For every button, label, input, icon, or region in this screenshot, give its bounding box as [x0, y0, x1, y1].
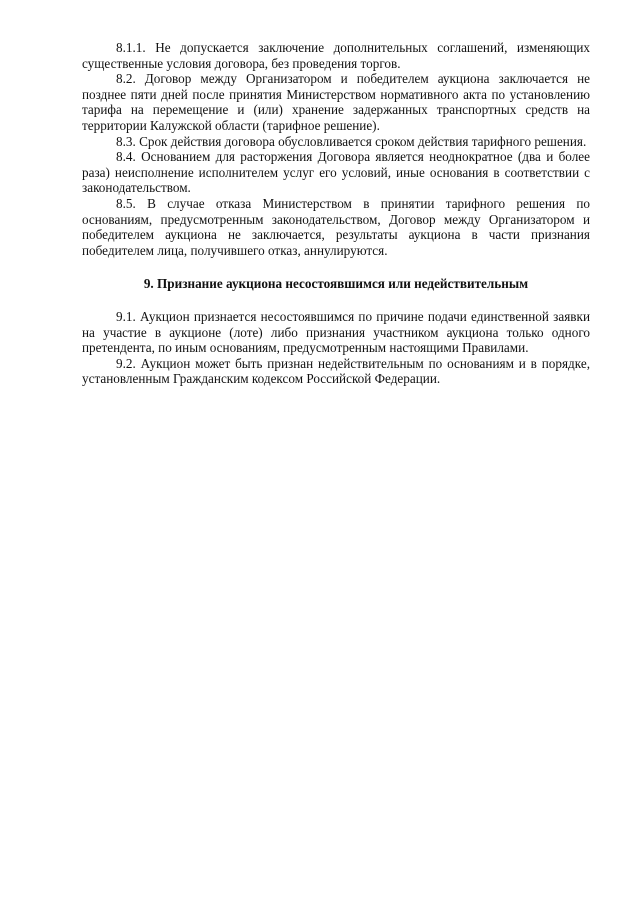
paragraph-9-1: 9.1. Аукцион признается несостоявшимся по причине подачи единственной заявки на участие в аукционе (лоте) либо признания участником аукциона только одного претендента, по иным основаниям, предусмотренным настоящими Правилами. [82, 308, 590, 356]
paragraph-9-2: 9.2. Аукцион может быть признан недействительным по основаниям и в порядке, установленным Гражданским кодексом Российской Федерации. [82, 355, 590, 387]
paragraph-8-5: 8.5. В случае отказа Министерством в принятии тарифного решения по основаниям, предусмотренным законодательством, Договор между Организатором и победителем аукциона не заключается, результаты аукциона в части признания победителем лица, получившего отказ, аннулируются. [82, 195, 590, 258]
section-9-heading: 9. Признание аукциона несостоявшимся или недействительным [143, 276, 529, 292]
document-page [82, 40, 590, 387]
paragraph-8-3: 8.3. Срок действия договора обусловливается сроком действия тарифного решения. [116, 133, 587, 149]
paragraph-8-4: 8.4. Основанием для расторжения Договора является неоднократное (два и более раза) неисполнение исполнителем услуг его условий, иные основания в соответствии с законодательством. [82, 149, 590, 196]
paragraph-8-2: 8.2. Договор между Организатором и победителем аукциона заключается не позднее пяти дней после принятия Министерством нормативного акта по установлению тарифа на перемещение и (или) хранение задержанных транспортных средств на территории Калужской области (тарифное решение). [82, 71, 590, 133]
paragraph-8-1-1: 8.1.1. Не допускается заключение дополнительных соглашений, изменяющих существенные условия договора, без проведения торгов. [82, 40, 590, 71]
